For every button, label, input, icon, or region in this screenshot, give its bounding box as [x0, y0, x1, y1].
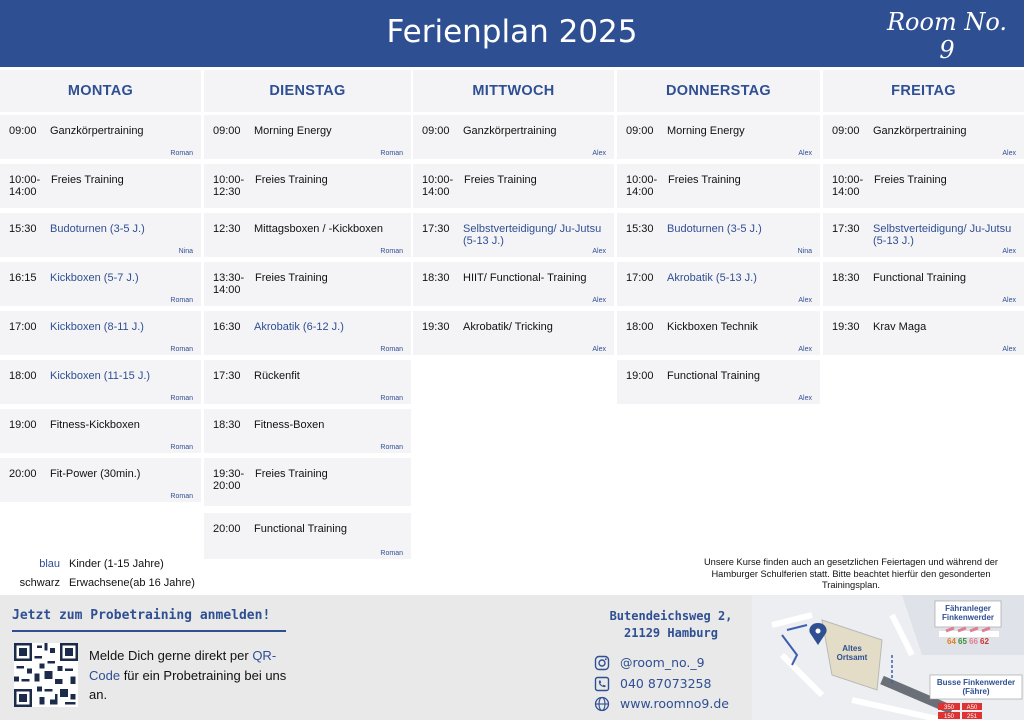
slot-coach: Roman	[380, 444, 403, 451]
slot-coach: Alex	[592, 346, 606, 353]
course-slot[interactable]	[823, 311, 1024, 355]
cta-underline	[12, 630, 286, 632]
course-slot[interactable]	[204, 458, 411, 506]
day-header: MITTWOCH	[413, 70, 614, 112]
schedule-grid	[0, 70, 1024, 560]
slot-course: Kickboxen (5-7 J.)	[50, 272, 139, 284]
slot-time: 19:00	[626, 370, 654, 382]
logo-wordmark: Room No. 9	[886, 8, 1007, 64]
slot-time: 18:00	[626, 321, 654, 333]
instagram-handle: @room_no._9	[620, 655, 705, 670]
slot-time: 12:30	[213, 223, 241, 235]
course-slot[interactable]	[617, 213, 820, 257]
slot-time: 20:00	[9, 468, 37, 480]
slot-coach: Nina	[178, 248, 193, 255]
slot-time: 09:00	[213, 125, 241, 137]
legend-value-kids: Kinder (1-15 Jahre)	[69, 558, 164, 570]
slot-course: Budoturnen (3-5 J.)	[667, 223, 762, 235]
slot-course: Selbstverteidigung/ Ju-Jutsu (5-13 J.)	[463, 223, 602, 247]
slot-coach: Roman	[380, 150, 403, 157]
day-header: DONNERSTAG	[617, 70, 820, 112]
slot-time: 20:00	[213, 523, 241, 535]
map-bus-line-4: 251	[966, 714, 978, 720]
slot-course: Ganzkörpertraining	[873, 125, 967, 137]
legend-key-adults: schwarz	[19, 577, 60, 589]
slot-course: Kickboxen (8-11 J.)	[50, 321, 144, 333]
slot-time: 09:00	[9, 125, 37, 137]
slot-course: Rückenfit	[254, 370, 300, 382]
slot-course: Akrobatik/ Tricking	[463, 321, 553, 333]
slot-course: HIIT/ Functional- Training	[463, 272, 587, 284]
course-slot[interactable]	[0, 360, 201, 404]
qr-code-link[interactable]: QR-Code	[89, 648, 277, 683]
holiday-note: Unsere Kurse finden auch an gesetzlichen Feiertagen und während der Hamburger Schulferien statt. Bitte beachtet hierfür den gesonderten Trainingsplan.	[703, 557, 999, 590]
slot-time: 17:30	[832, 223, 860, 235]
legend-key-kids: blau	[39, 558, 60, 570]
slot-coach: Roman	[170, 493, 193, 500]
slot-course: Freies Training	[255, 468, 328, 480]
slot-course: Krav Maga	[873, 321, 927, 333]
slot-course: Freies Training	[255, 272, 328, 284]
slot-coach: Roman	[380, 550, 403, 557]
slot-time: 10:00- 14:00	[832, 174, 864, 198]
slot-course: Ganzkörpertraining	[50, 125, 144, 137]
map-ferry-line-2: 65	[958, 637, 967, 646]
slot-coach: Alex	[1002, 248, 1016, 255]
slot-coach: Alex	[1002, 346, 1016, 353]
day-column-freitag	[823, 70, 1024, 560]
website-url: www.roomno9.de	[620, 696, 729, 711]
slot-course: Ganzkörpertraining	[463, 125, 557, 137]
slot-course: Freies Training	[255, 174, 328, 186]
course-slot[interactable]	[204, 360, 411, 404]
map-ferry-line-4: 62	[980, 637, 989, 646]
slot-course: Mittagsboxen / -Kickboxen	[254, 223, 384, 235]
slot-time: 10:00- 14:00	[422, 174, 454, 198]
slot-coach: Alex	[798, 346, 812, 353]
course-slot[interactable]	[617, 360, 820, 404]
slot-course: Selbstverteidigung/ Ju-Jutsu (5-13 J.)	[873, 223, 1012, 247]
course-slot[interactable]	[204, 311, 411, 355]
slot-coach: Alex	[592, 248, 606, 255]
slot-course: Morning Energy	[254, 125, 332, 137]
course-slot[interactable]	[617, 262, 820, 306]
qr-instructions	[89, 646, 299, 705]
day-header: FREITAG	[823, 70, 1024, 112]
slot-coach: Roman	[380, 395, 403, 402]
course-slot[interactable]	[413, 262, 614, 306]
page-title: Ferienplan 2025	[386, 14, 638, 50]
slot-coach: Roman	[170, 395, 193, 402]
course-slot[interactable]	[204, 164, 411, 208]
course-slot[interactable]	[204, 409, 411, 453]
course-slot[interactable]	[413, 164, 614, 208]
address-line-1: Butendeichsweg 2,	[609, 609, 733, 623]
slot-time: 18:30	[422, 272, 450, 284]
map-bus-line-3: 150	[943, 714, 955, 720]
day-header: MONTAG	[0, 70, 201, 112]
slot-time: 19:30	[832, 321, 860, 333]
slot-time: 17:30	[422, 223, 450, 235]
location-map[interactable]	[752, 595, 1024, 720]
map-label-bus: Busse Finkenwerder (Fähre)	[936, 678, 1016, 696]
slot-coach: Alex	[1002, 150, 1016, 157]
slot-coach: Alex	[592, 150, 606, 157]
day-column-donnerstag	[617, 70, 820, 560]
slot-time: 19:30	[422, 321, 450, 333]
slot-time: 17:00	[626, 272, 654, 284]
qr-code[interactable]	[14, 643, 78, 707]
slot-course: Kickboxen (11-15 J.)	[50, 370, 151, 382]
slot-course: Morning Energy	[667, 125, 745, 137]
slot-course: Fitness-Kickboxen	[50, 419, 140, 431]
slot-time: 10:00- 14:00	[9, 174, 41, 198]
globe-icon	[594, 696, 610, 712]
slot-course: Freies Training	[668, 174, 741, 186]
course-slot[interactable]	[413, 115, 614, 159]
slot-course: Functional Training	[873, 272, 966, 284]
slot-time: 18:00	[9, 370, 37, 382]
qr-text-after: für ein Probetraining bei uns an.	[89, 667, 287, 702]
day-column-montag	[0, 70, 201, 560]
slot-time: 19:30- 20:00	[213, 468, 245, 492]
course-slot[interactable]	[823, 262, 1024, 306]
slot-time: 09:00	[832, 125, 860, 137]
map-label-ferry: Fähranleger Finkenwerder	[941, 604, 995, 622]
course-slot[interactable]	[0, 409, 201, 453]
slot-coach: Alex	[798, 150, 812, 157]
footer	[0, 595, 1024, 720]
map-bus-line-2: A50	[966, 705, 978, 711]
day-header: DIENSTAG	[204, 70, 411, 112]
course-slot[interactable]	[0, 115, 201, 159]
slot-coach: Roman	[170, 297, 193, 304]
address-line-2: 21129 Hamburg	[624, 626, 718, 640]
phone-number: 040 87073258	[620, 676, 712, 691]
slot-time: 15:30	[626, 223, 654, 235]
day-column-dienstag	[204, 70, 411, 560]
legend-value-adults: Erwachsene(ab 16 Jahre)	[69, 577, 195, 589]
map-label-place: Altes Ortsamt	[836, 644, 868, 662]
cta-heading: Jetzt zum Probetraining anmelden!	[12, 608, 271, 623]
qr-text-before: Melde Dich gerne direkt per	[89, 648, 253, 663]
course-slot[interactable]	[0, 262, 201, 306]
slot-coach: Roman	[170, 346, 193, 353]
slot-course: Freies Training	[874, 174, 947, 186]
course-slot[interactable]	[413, 311, 614, 355]
slot-coach: Alex	[592, 297, 606, 304]
slot-course: Akrobatik (6-12 J.)	[254, 321, 344, 333]
slot-course: Fit-Power (30min.)	[50, 468, 141, 480]
slot-coach: Roman	[380, 346, 403, 353]
course-slot[interactable]	[204, 262, 411, 306]
course-slot[interactable]	[204, 513, 411, 559]
slot-coach: Alex	[1002, 297, 1016, 304]
header	[0, 0, 1024, 67]
slot-course: Fitness-Boxen	[254, 419, 325, 431]
slot-time: 18:30	[832, 272, 860, 284]
slot-course: Functional Training	[667, 370, 760, 382]
slot-time: 17:30	[213, 370, 241, 382]
slot-course: Kickboxen Technik	[667, 321, 758, 333]
address	[596, 608, 746, 642]
logo	[878, 6, 1016, 62]
day-column-mittwoch	[413, 70, 614, 560]
slot-course: Akrobatik (5-13 J.)	[667, 272, 757, 284]
slot-time: 15:30	[9, 223, 37, 235]
slot-coach: Roman	[170, 444, 193, 451]
course-slot[interactable]	[617, 164, 820, 208]
map-ferry-line-1: 64	[947, 637, 956, 646]
slot-course: Freies Training	[464, 174, 537, 186]
slot-time: 19:00	[9, 419, 37, 431]
instagram-icon	[594, 655, 610, 671]
slot-coach: Alex	[798, 395, 812, 402]
course-slot[interactable]	[823, 164, 1024, 208]
course-slot[interactable]	[0, 164, 201, 208]
course-slot[interactable]	[413, 213, 614, 257]
course-slot[interactable]	[0, 311, 201, 355]
slot-coach: Roman	[380, 248, 403, 255]
course-slot[interactable]	[0, 458, 201, 502]
course-slot[interactable]	[617, 115, 820, 159]
slot-time: 10:00- 12:30	[213, 174, 245, 198]
slot-time: 16:30	[213, 321, 241, 333]
slot-time: 18:30	[213, 419, 241, 431]
phone-icon	[594, 676, 610, 692]
slot-time: 17:00	[9, 321, 37, 333]
map-graphic	[752, 595, 1024, 720]
slot-time: 09:00	[626, 125, 654, 137]
course-slot[interactable]	[617, 311, 820, 355]
course-slot[interactable]	[0, 213, 201, 257]
slot-course: Functional Training	[254, 523, 347, 535]
course-slot[interactable]	[204, 213, 411, 257]
course-slot[interactable]	[204, 115, 411, 159]
slot-time: 10:00- 14:00	[626, 174, 658, 198]
slot-time: 16:15	[9, 272, 37, 284]
slot-coach: Nina	[797, 248, 812, 255]
slot-time: 13:30- 14:00	[213, 272, 245, 296]
slot-course: Freies Training	[51, 174, 124, 186]
slot-coach: Roman	[170, 150, 193, 157]
map-ferry-line-3: 66	[969, 637, 978, 646]
slot-coach: Alex	[798, 297, 812, 304]
course-slot[interactable]	[823, 213, 1024, 257]
course-slot[interactable]	[823, 115, 1024, 159]
map-bus-line-1: 350	[943, 705, 955, 711]
slot-time: 09:00	[422, 125, 450, 137]
slot-course: Budoturnen (3-5 J.)	[50, 223, 145, 235]
